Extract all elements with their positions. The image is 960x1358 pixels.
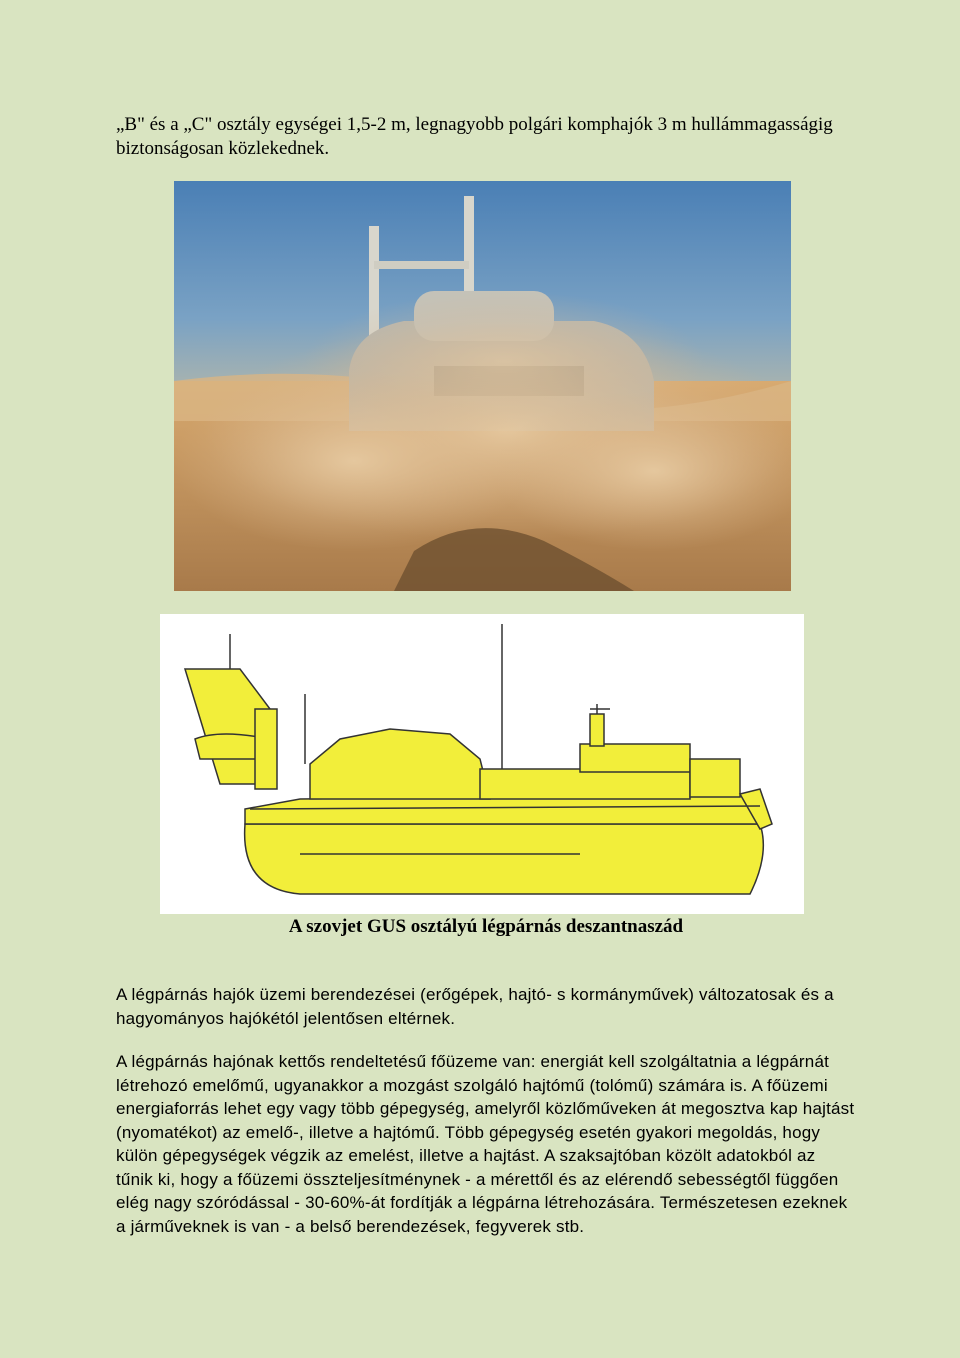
intro-text: „B" és a „C" osztály egységei 1,5-2 m, legnagyobb polgári komphajók 3 m hullámmagasságig biztonságosan közlekednek.: [116, 114, 833, 159]
hovercraft-photo-image: [174, 181, 791, 591]
hovercraft-side-view-drawing: [160, 614, 804, 914]
hovercraft-photo: [174, 181, 791, 591]
hovercraft-drawing: [160, 614, 804, 914]
paragraph-2: A légpárnás hajónak kettős rendeltetésű főüzeme van: energiát kell szolgáltatnia a légpárnát létrehozó emelőmű, ugyanakkor a mozgást szolgáló hajtómű (tolómű) számára is. A főüzemi energiaforrás lehet egy vagy több gépegység, amelyről közlőműveken át megosztva kap hajtást (nyomatékot) az emelő-, illetve a hajtómű. Több gépegység esetén gyakori megoldás, hogy külön gépegységek végzik az emelést, illetve a hajtást. A szaksajtóban közölt adatokból az tűnik ki, hogy a főüzemi összteljesítménynek - a mérettől és az elérendő sebességtől függően elég nagy szóródással - 30-60%-át fordítják a légpárna létrehozására. Természetesen ezeknek a járműveknek is van - a belső berendezések, fegyverek stb.: [116, 1052, 855, 1236]
paragraph-1: A légpárnás hajók üzemi berendezései (erőgépek, hajtó- s kormányművek) változatosak és a hagyományos hajókétól jelentősen eltérnek.: [116, 985, 834, 1028]
figure-caption: A szovjet GUS osztályú légpárnás deszantnaszád: [288, 916, 684, 937]
